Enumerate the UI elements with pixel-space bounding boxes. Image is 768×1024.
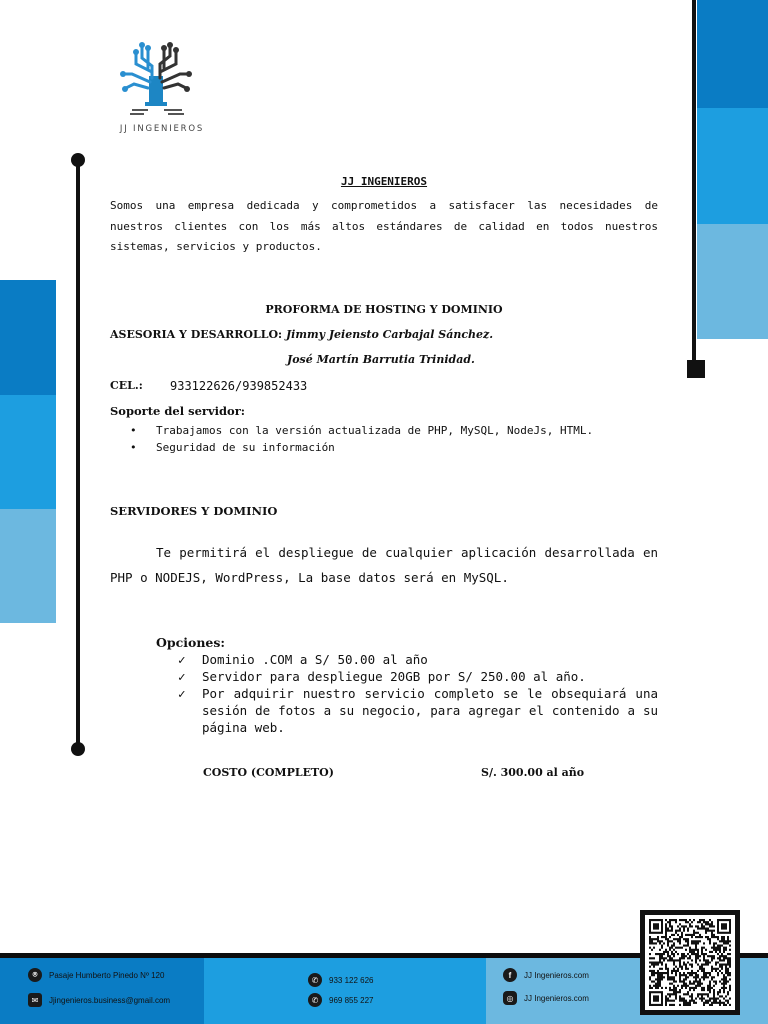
right-line-end-square [687,360,705,378]
opciones-title: Opciones: [156,635,226,650]
bullet-icon: • [130,424,137,437]
instagram-icon: ◎ [503,991,517,1005]
company-logo [112,38,222,138]
soporte-title: Soporte del servidor: [110,404,246,418]
whatsapp-icon: ✆ [308,993,322,1007]
asesoria-name-1: Jimmy Jeiensto Carbajal Sánchez. [285,328,494,341]
list-item: ✓ Dominio .COM a S/ 50.00 al año [178,652,428,667]
checkmark-icon: ✓ [178,686,186,701]
list-item: • Seguridad de su información [130,441,335,454]
qr-code-icon [649,919,731,1006]
intro-paragraph: Somos una empresa dedicada y comprometidos a satisfacer las necesidades de nuestros clientes con los más altos estándares de calidad en todos nuestros sistemas, servicios y productos. [110,199,658,253]
servidores-paragraph: Te permitirá el despliegue de cualquier aplicación desarrollada en PHP o NODEJS, WordPress, La base datos será en MySQL. [110,545,658,585]
location-pin-icon: ⌾ [28,968,42,982]
right-blue-block-light [697,224,768,339]
footer-email[interactable]: ✉ Jjingenieros.business@gmail.com [28,993,170,1007]
cel-value: 933122626/939852433 [170,379,308,393]
right-blue-block-dark [697,0,768,108]
costo-value: S/. 300.00 al año [481,766,585,779]
mail-icon: ✉ [28,993,42,1007]
asesoria-name-2: José Martín Barrutia Trinidad. [287,353,475,366]
left-line-bottom-dot [71,742,85,756]
company-title: JJ INGENIEROS [340,175,428,188]
logo-text: JJ INGENIEROS [119,124,205,134]
left-line-top-dot [71,153,85,167]
list-item: ✓ Servidor para despliegue 20GB por S/ 250.00 al año. [178,669,586,684]
bullet-icon: • [130,441,137,454]
checkmark-icon: ✓ [178,669,186,684]
footer-instagram[interactable]: ◎ JJ Ingenieros.com [503,991,589,1005]
asesoria-label: ASESORIA Y DESARROLLO: [110,328,283,341]
footer-address: ⌾ Pasaje Humberto Pinedo Nº 120 [28,968,164,982]
checkmark-icon: ✓ [178,652,186,667]
left-blue-block-dark [0,280,56,395]
footer-phone-1: ✆ 933 122 626 [308,973,374,987]
facebook-icon: f [503,968,517,982]
left-blue-block-light [0,509,56,623]
left-vertical-line [76,160,80,750]
footer-facebook[interactable]: f JJ Ingenieros.com [503,968,589,982]
asesoria-line [110,325,493,345]
whatsapp-icon: ✆ [308,973,322,987]
servidores-title: SERVIDORES Y DOMINIO [110,504,278,518]
soporte-list [110,424,650,458]
cel-label: CEL.: [110,379,143,392]
list-item: • Trabajamos con la versión actualizada de PHP, MySQL, NodeJs, HTML. [130,424,594,437]
left-blue-block-medium [0,395,56,509]
right-vertical-line [692,0,696,365]
costo-label: COSTO (COMPLETO) [203,766,334,779]
proforma-title: PROFORMA DE HOSTING Y DOMINIO [265,303,503,316]
list-item: ✓ Por adquirir nuestro servicio completo se le obsequiará una sesión de fotos a su negocio, para agregar el contenido a su página web. [178,686,658,735]
tree-circuit-icon [112,38,212,118]
qr-code [640,910,740,1015]
opciones-list [178,651,658,736]
footer-phone-2: ✆ 969 855 227 [308,993,374,1007]
right-blue-block-medium [697,108,768,224]
